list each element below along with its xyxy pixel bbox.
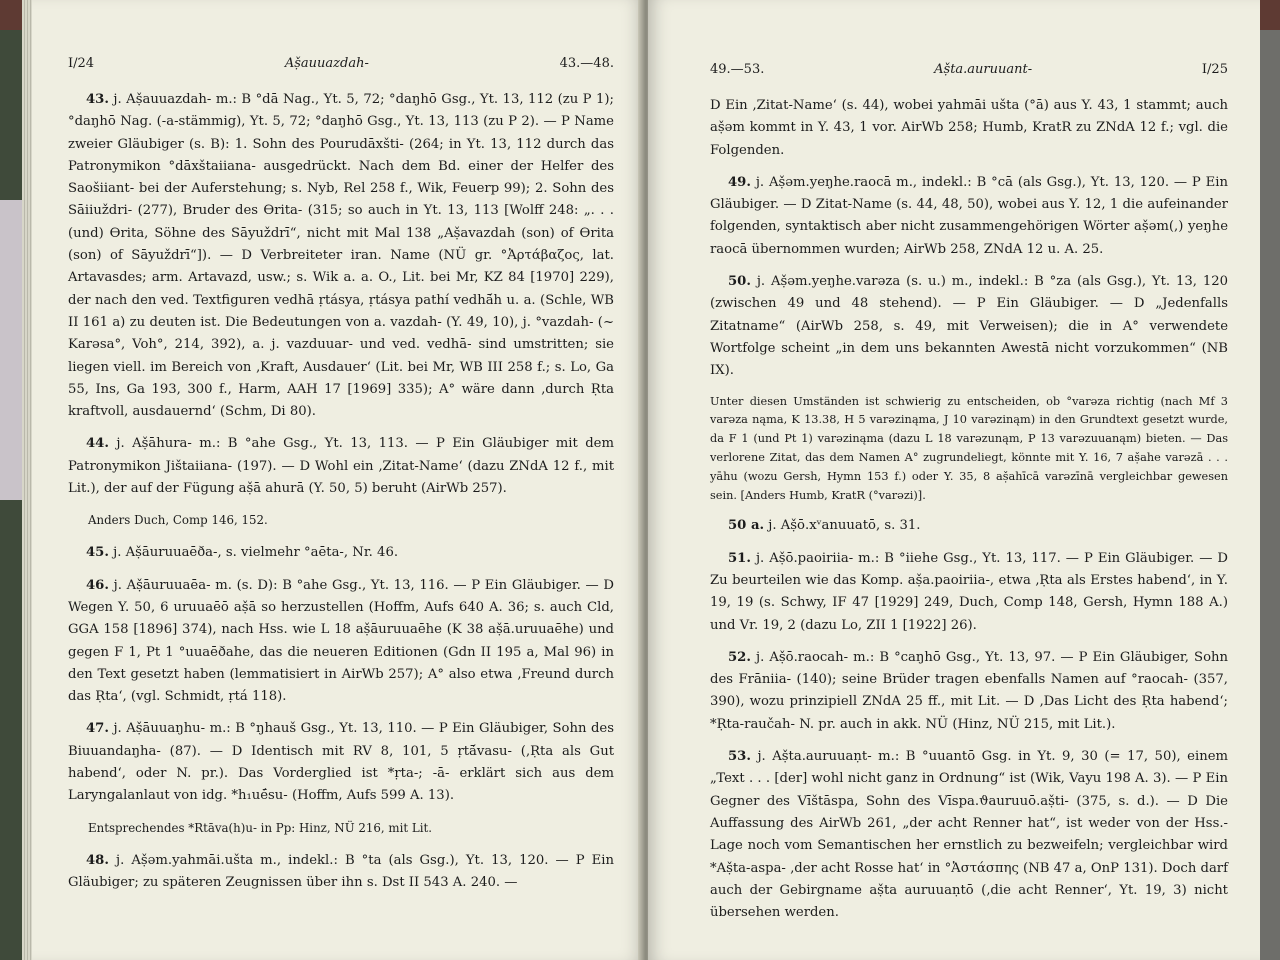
entry-range: 43.—48. <box>559 56 614 71</box>
background-shadow <box>1258 30 1280 960</box>
entry-43: 43. j. Aṣ̌auuazdah- m.: B °dā Nag., Yt. 5, 72; °daŋhō Gsg., Yt. 13, 112 (zu P 1); °daŋhō Nag. (-a-stämmig), Yt. 5, 72; °daŋhō Gsg., Yt. 13, 113 (zu P 2). — P Name zweier Gläubiger (s. B): 1. Sohn des Pourudāxšti- (264; in Yt. 13, 112 durch das Patronymikon °dāxštaiiana- ausgedrückt. Nach dem Bd. einer der Helfer des Saošiiant- bei der Auferstehung; s. Nyb, Rel 258 f., Wik, Feuerp 99); 2. Sohn des Sāiiuždri- (277), Bruder des Ɵrita- (315; so auch in Yt. 13, 113 [Wolff 248: „. . . (und) Ɵrita, Söhne des Sāyuždrī“, nicht mit Mal 138 „Aṣ̌avazdah (son) of Ɵrita (son) of Sāyuždrī“]). — D Verbreiteter iran. Name (NÜ gr. °Ἀρτάβαζος, lat. Artavasdes; arm. Artavazd, usw.; s. Wik a. a. O., Lit. bei Mr, KZ 84 [1970] 229), der nach den ved. Textfiguren vedhā ṛtásya, ṛtásya pathí vedhā́h u. a. (Schle, WB II 161 a) zu deuten ist. Die Bedeutungen von a. vazdah- (Y. 49, 10), j. °vazdah- (~ Karəsa°, Voh°, 214, 392), a. j. vazduuar- und ved. vedhā- sind umstritten; sie liegen viell. im Bereich von ‚Kraft, Ausdauer‘ (Lit. bei Mr, WB III 258 f.; s. Lo, Ga 55, Ins, Ga 193, 300 f., Harm, AAH 17 [1969] 335); A° wäre dann ‚durch Ṛta kraftvoll, ausdauernd‘ (Schm, Di 80). <box>68 92 614 420</box>
page-number: I/24 <box>68 56 95 71</box>
running-header-left <box>68 56 614 71</box>
entry-53: 53. j. Aṣ̌ta.auruuaṇt- m.: B °uuantō Gsg. in Yt. 9, 30 (= 17, 50), einem „Text . . . [der] wohl nicht ganz in Ordnung“ ist (Wik, Vayu 198 A. 3). — P Ein Gegner des Vīštāspa, Sohn des Vīspa.ϑauruuō.aṣ̌ti- (375, s. d.). — D Die Auffassung des AirWb 261, „der acht Renner hat“, ist weder von der Hss.-Lage noch vom Semantischen her ernstlich zu bezweifeln; vergleichbar wird *Aṣ̌ta-aspa- ‚der acht Rosse hat‘ in °Ἀστάσπης (NB 47 a, OnP 131). Doch darf auch der Gebirgname aṣ̌ta auruuaṇtō (‚die acht Renner‘, Yt. 19, 3) nicht übersehen werden. <box>710 749 1229 921</box>
entry-50-smallprint: Unter diesen Umständen ist schwierig zu entscheiden, ob °varəza richtig (nach Mf 3 varəza nąma, K 13.38, H 5 varəzinąma, J 10 varəzinąm) in den Grundtext gesetzt wurde, da F 1 (und Pt 1) varəzinąma (dazu L 18 varəzunąm, P 13 varəzuuanąm) bieten. — Das verlorene Zitat, das dem Namen A° zugrundeliegt, könnte mit Y. 16, 7 aṣ̌ahe varəzā . . . yāhu (wozu Gersh, Hymn 153 f.) oder Y. 35, 8 aṣ̌ahīcā varəzīnā vergleichbar gewesen sein. [Anders Humb, KratR (°varəzi)]. <box>710 394 1228 502</box>
entry-48-continued: D Ein ‚Zitat-Name‘ (s. 44), wobei yahmāi ušta (°ā) aus Y. 43, 1 stammt; auch aṣ̌əm kommt in Y. 43, 1 vor. AirWb 258; Humb, KratR zu ZNdA 12 f.; vgl. die Folgenden. <box>710 98 1228 158</box>
entry-52: 52. j. Aṣ̌ō.raocah- m.: B °caŋhō Gsg., Yt. 13, 97. — P Ein Gläubiger, Sohn des Frāniia- (140); seine Brüder tragen ebenfalls Namen auf °raocah- (357, 390), wozu prinzipiell ZNdA 25 ff., mit Lit. — D ‚Das Licht des Ṛta habend‘; *Ṛta-raučah- N. pr. auch in akk. NÜ (Hinz, NÜ 215, mit Lit.). <box>710 649 1228 732</box>
entry-47: 47. j. Aṣ̌āuuaŋhu- m.: B °ŋhauš Gsg., Yt. 13, 110. — P Ein Gläubiger, Sohn des Biuuandaŋha- (87). — D Identisch mit RV 8, 101, 5 ṛtā́vasu- (‚Ṛta als Gut habend‘, oder N. pr.). Das Vorderglied ist *ṛta-; -ā- erklärt sich aus dem Laryngalanlaut von idg. *h₁ué̄su- (Hoffm, Aufs 599 A. 13). <box>68 721 614 804</box>
running-header-right <box>710 62 1228 77</box>
entry-48: 48. j. Aṣ̌əm.yahmāi.ušta m., indekl.: B °ta (als Gsg.), Yt. 13, 120. — P Ein Gläubiger; zu späteren Zeugnissen über ihn s. Dst II 543 A. 240. — <box>68 852 614 890</box>
entry-44: 44. j. Aṣ̌āhura- m.: B °ahe Gsg., Yt. 13, 113. — P Ein Gläubiger mit dem Patronymikon Jištaiiana- (197). — D Wohl ein ‚Zitat-Name‘ (dazu ZNdA 12 f., mit Lit.), der auf der Fügung aṣ̌ā ahurā (Y. 50, 5) beruht (AirWb 257). <box>68 436 614 497</box>
entry-range: 49.—53. <box>710 62 765 77</box>
entry-44-note: Anders Duch, Comp 146, 152. <box>88 513 268 528</box>
left-page <box>32 0 644 960</box>
entry-50: 50. j. Aṣ̌əm.yeŋhe.varəza (s. u.) m., indekl.: B °za (als Gsg.), Yt. 13, 120 (zwischen 49 und 48 stehend). — P Ein Gläubiger. — D „Jedenfalls Zitatname“ (AirWb 258, s. 49, mit Verweisen); die in A° verwendete Wortfolge scheint „in dem uns bekannten Awestā nicht vorzukommen“ (NB IX). <box>710 274 1228 379</box>
entry-49: 49. j. Aṣ̌əm.yeŋhe.raocā m., indekl.: B °cā (als Gsg.), Yt. 13, 120. — P Ein Gläubiger. — D Zitat-Name (s. 44, 48, 50), wobei aus Y. 12, 1 die aufeinander folgenden, syntaktisch aber nicht zusammengehörigen Wörter aṣ̌əm(,) yeŋhe raocā übernommen wurden; AirWb 258, ZNdA 12 u. A. 25. <box>710 174 1228 257</box>
entry-45: 45. j. Aṣ̌āuruuaēða-, s. vielmehr °aēta-, Nr. 46. <box>86 545 399 561</box>
header-title: Aṣ̌auuazdah- <box>284 56 369 71</box>
entry-46: 46. j. Aṣ̌āuruuaēa- m. (s. D): B °ahe Gsg., Yt. 13, 116. — P Ein Gläubiger. — D Wegen Y. 50, 6 uruuaēō aṣ̌ā so herzustellen (Hoffm, Aufs 640 A. 36; s. auch Cld, GGA 158 [1896] 374), nach Hss. wie L 18 aṣ̌āuruuaēhe (K 38 aṣ̌ā.uruuaēhe) und gegen F 1, Pt 1 °uuaēðahe, das die neueren Editionen (Gdn II 195 a, Mal 96) in den Text gesetzt haben (lemmatisiert in AirWb 257); A° also etwa ‚Freund durch das Ṛta‘, (vgl. Schmidt, ṛtá 118). <box>68 577 614 705</box>
header-title: Aṣ̌ta.auruuant- <box>934 62 1033 77</box>
right-page <box>648 0 1260 960</box>
entry-47-note: Entsprechendes *Rtāva(h)u- in Pp: Hinz, NÜ 216, mit Lit. <box>88 820 432 835</box>
entry-50a: 50 a. j. Aṣ̌ō.xᵛanuuatō, s. 31. <box>728 518 921 534</box>
entry-51: 51. j. Aṣ̌ō.paoiriia- m.: B °iiehe Gsg., Yt. 13, 117. — P Ein Gläubiger. — D Zu beurteilen wie das Komp. aṣ̌a.paoiriia-, etwa ‚Ṛta als Erstes habend‘, in Y. 19, 19 (s. Schwy, IF 47 [1929] 249, Duch, Comp 148, Gersh, Hymn 188 A.) und Vr. 19, 2 (dazu Lo, ZII 1 [1922] 26). <box>710 550 1228 633</box>
page-number: I/25 <box>1201 62 1228 77</box>
